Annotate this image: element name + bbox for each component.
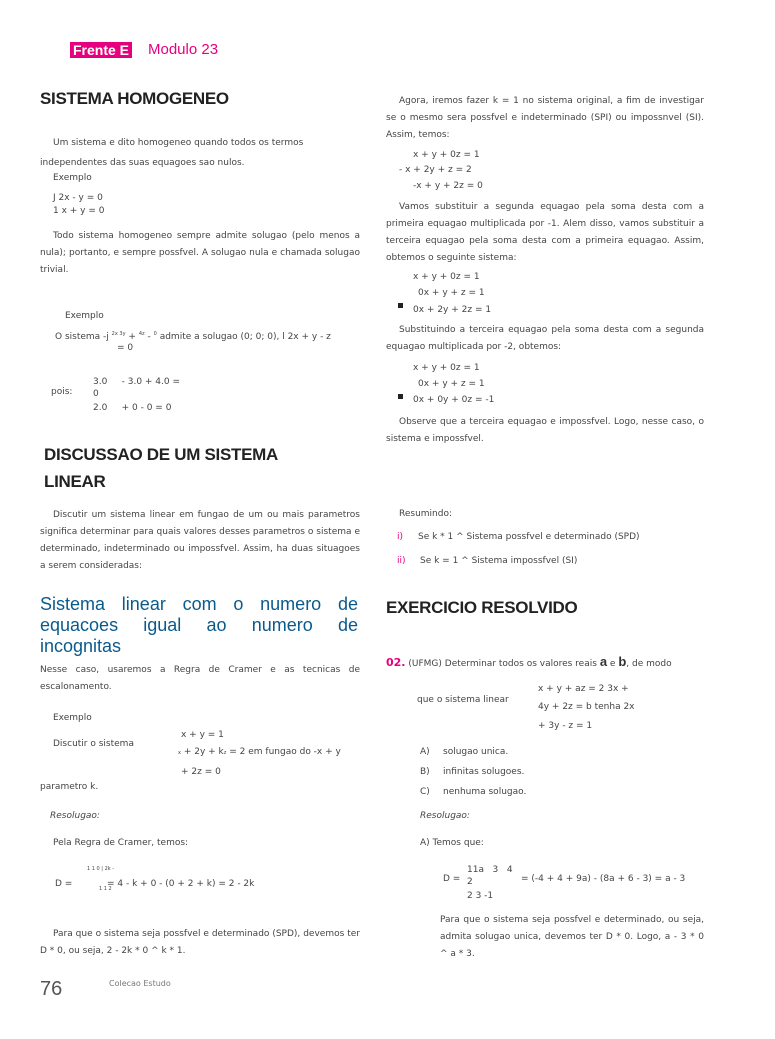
option-b-letter: B) (420, 767, 430, 777)
example-label-3: Exemplo (53, 713, 92, 723)
example3-eq3: + 2z = 0 (181, 767, 221, 777)
subheading-sistema-linear: Sistema linear com o numero de equacoes igual ao numero de incognitas (40, 594, 358, 656)
option-a-text: solugao unica. (443, 747, 509, 757)
exercise-system-line2: 4y + 2z = b tenha 2x (538, 702, 635, 712)
example3-eq2: x + 2y + kz = 2 em fungao do -x + y (178, 747, 341, 757)
substitution-paragraph-2: Substituindo a terceira equagao pela soma desta com a segunda equagao multiplicada por -2, obtemos: (386, 325, 704, 352)
exercise-system-line1: x + y + az = 2 3x + (538, 684, 629, 694)
option-c-text: nenhuma solugao. (443, 787, 527, 797)
heading-discussao-2: LINEAR (44, 472, 106, 491)
option-c-letter: C) (420, 787, 430, 797)
homog-trivial-paragraph: Todo sistema homogeneo sempre admite solugao (pelo menos a nula); portanto, e sempre possfvel. A solugao nula e chamada solugao trivial. (40, 231, 360, 275)
collection-name: Colecao Estudo (109, 979, 171, 988)
resumindo-label: Resumindo: (399, 509, 453, 519)
system1-eq2: - x + 2y + z = 2 (399, 165, 472, 175)
frente-tag: Frente E (70, 42, 132, 58)
system1-eq3: -x + y + 2z = 0 (413, 181, 483, 191)
discussao-paragraph: Discutir um sistema linear em fungao de um ou mais parametros significa determinar para quais valores desses parametros o sistema e determinado, indeterminado ou impossfvel. Assim, ha duas situagoes a serem consideradas: (40, 510, 360, 571)
k-equals-one-paragraph: Agora, iremos fazer k = 1 no sistema original, a fim de investigar se o mesmo sera possfvel e indeterminado (SPI) ou impossnvel (SI). Assim, temos: (386, 96, 704, 140)
determinant-label-left: D = (55, 879, 73, 889)
summary-item-2: Se k = 1 ^ Sistema impossfvel (SI) (420, 556, 578, 566)
system1-eq1: x + y + 0z = 1 (413, 150, 480, 160)
exercise-system-intro: que o sistema linear (417, 695, 509, 705)
determinant-label-right: D = (443, 874, 461, 884)
pois-line1: 3.0 - 3.0 + 4.0 = (93, 377, 181, 387)
determinant-equation-right: = (-4 + 4 + 9a) - (8a + 6 - 3) = a - 3 (521, 874, 686, 884)
exercise-system-line3: + 3y - z = 1 (538, 721, 593, 731)
page-number: 76 (40, 978, 63, 1000)
determinant-equation-left: = 4 - k + 0 - (0 + 2 + k) = 2 - 2k (107, 879, 255, 889)
pois-line3: 2.0 + 0 - 0 = 0 (93, 403, 172, 413)
summary-item-1-number: i) (397, 532, 404, 542)
system2-eq2: 0x + y + z = 1 (418, 288, 485, 298)
example-label-2: Exemplo (65, 311, 104, 321)
temos-que-label: A) Temos que: (420, 838, 484, 848)
example2-line1: O sistema -j $^{2x 3y}$ + $^{4z}$ - $^0$ admite a solugao (0; 0; 0), l 2x + y - z (55, 331, 331, 342)
module-title: Modulo 23 (148, 41, 219, 58)
exercise-number: 02. (386, 656, 406, 669)
exercise-statement: 02. (UFMG) Determinar todos os valores reais a e b, de modo (386, 654, 672, 669)
spd-paragraph: Para que o sistema seja possfvel e determinado (SPD), devemos ter D * 0, ou seja, 2 - 2k * 0 ^ k * 1. (40, 929, 360, 956)
pois-line2: 0 (93, 389, 99, 399)
example-label-1: Exemplo (53, 173, 92, 183)
summary-item-1: Se k * 1 ^ Sistema possfvel e determinado (SPD) (418, 532, 640, 542)
system2-eq3: 0x + 2y + 2z = 1 (413, 305, 492, 315)
example1-eq1: J 2x - y = 0 (53, 193, 103, 203)
determinant-mini-row2: 1 1 2 (99, 886, 112, 892)
resolucao-label-left: Resolugao: (50, 811, 100, 821)
example3-eq1: x + y = 1 (181, 730, 224, 740)
pois-label: pois: (51, 387, 73, 397)
system3-eq1: x + y + 0z = 1 (413, 363, 480, 373)
system3-eq2: 0x + y + z = 1 (418, 379, 485, 389)
homog-paragraph-line2: independentes das suas equagoes sao nulos. (40, 158, 245, 168)
heading-sistema-homogeneo: SISTEMA HOMOGENEO (40, 89, 229, 108)
matrix-row2: 2 (467, 877, 473, 887)
impossible-paragraph: Observe que a terceira equagao e impossfvel. Logo, nesse caso, o sistema e impossfvel. (386, 417, 704, 444)
bullet-marker-2 (398, 384, 403, 403)
summary-item-2-number: ii) (397, 556, 406, 566)
discutir-label: Discutir o sistema (53, 739, 134, 749)
matrix-row1: 11a 3 4 (467, 865, 513, 875)
matrix-row3: 2 3 -1 (467, 891, 494, 901)
option-b-text: infinitas solugoes. (443, 767, 525, 777)
resolucao-label-right: Resolugao: (420, 811, 470, 821)
example1-eq2: 1 x + y = 0 (53, 206, 105, 216)
system3-eq3: 0x + 0y + 0z = -1 (413, 395, 495, 405)
heading-exercicio-resolvido: EXERCICIO RESOLVIDO (386, 598, 578, 617)
parametro-label: parametro k. (40, 782, 99, 792)
unique-solution-paragraph: Para que o sistema seja possfvel e determinado, ou seja, admita solugao unica, devemos ter D * 0. Logo, a - 3 * 0 ^ a * 3. (440, 915, 704, 959)
system2-eq1: x + y + 0z = 1 (413, 272, 480, 282)
option-a-letter: A) (420, 747, 430, 757)
determinant-mini-row1: 1 1 0 | 2k - (87, 866, 115, 872)
heading-discussao-1: DISCUSSAO DE UM SISTEMA (44, 445, 278, 464)
cramer-intro-paragraph: Nesse caso, usaremos a Regra de Cramer e as tecnicas de escalonamento. (40, 665, 360, 692)
cramer-text: Pela Regra de Cramer, temos: (53, 838, 189, 848)
example2-line2: = 0 (117, 343, 134, 353)
substitution-paragraph-1: Vamos substituir a segunda equagao pela soma desta com a primeira equagao multiplicada por -1. Alem disso, vamos substituir a terceira equagao pela soma desta com a primeira equagao. Assim, obtemos o seguinte sistema: (386, 202, 704, 263)
homog-paragraph-line1: Um sistema e dito homogeneo quando todos os termos (53, 138, 304, 148)
bullet-marker-1 (398, 293, 403, 312)
